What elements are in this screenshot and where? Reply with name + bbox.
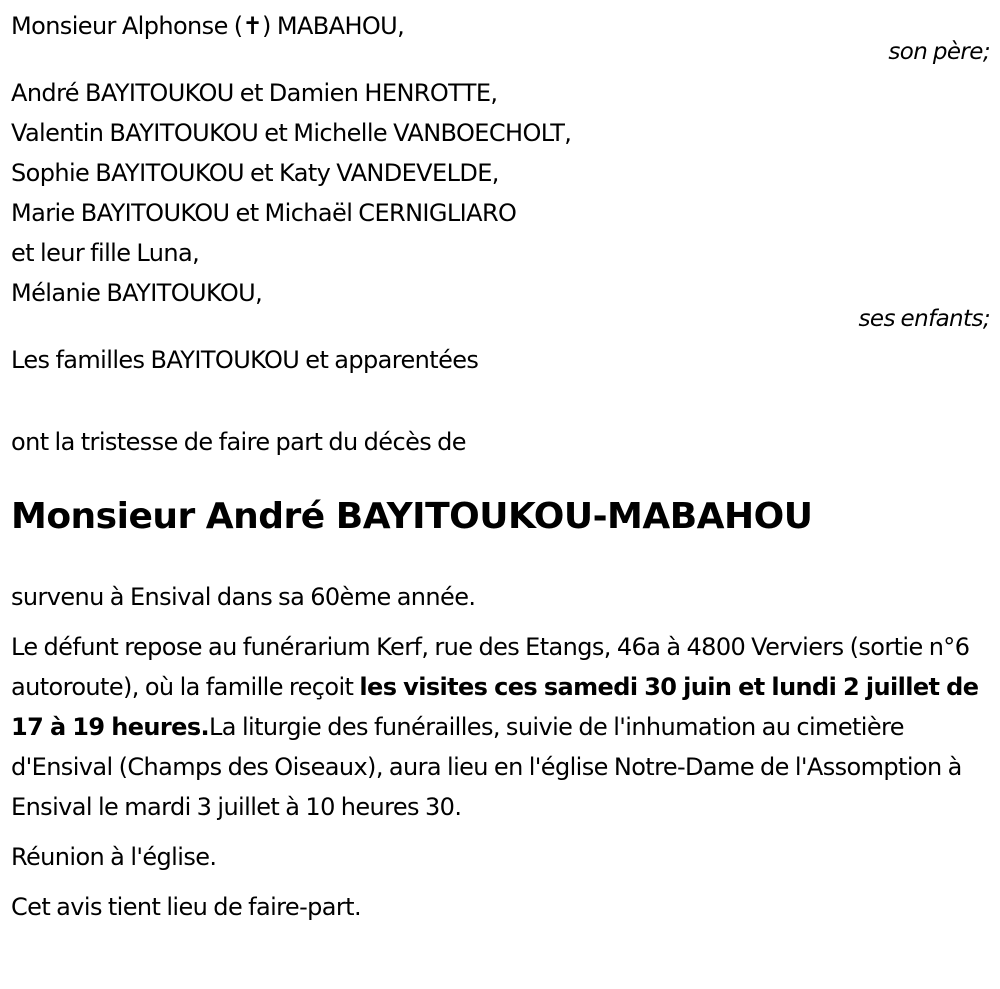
child-line: André BAYITOUKOU et Damien HENROTTE, <box>11 79 498 107</box>
father-line: Monsieur Alphonse (✝) MABAHOU, <box>11 12 405 40</box>
child-line: Valentin BAYITOUKOU et Michelle VANBOECHOLT, <box>11 119 572 147</box>
child-line: Mélanie BAYITOUKOU, <box>11 279 263 307</box>
meeting-note: Réunion à l'église. <box>11 843 217 871</box>
children-list <box>11 73 990 313</box>
child-line: et leur fille Luna, <box>11 239 200 267</box>
spacer <box>11 380 990 422</box>
liturgy-text: La liturgie des funérailles, suivie de l'inhumation au cimetière d'Ensival (Champs des Oiseaux), aura lieu en l'église Notre-Dame de l'Assomption à Ensival le mardi 3 juillet à 10 heures 30. <box>11 713 962 821</box>
father-role-label: son père; <box>888 39 990 65</box>
relatives-line: Les familles BAYITOUKOU et apparentées <box>11 346 479 374</box>
death-info: survenu à Ensival dans sa 60ème année. <box>11 583 476 611</box>
visiting-hours: les visites ces samedi 30 juin et lundi 2 juillet de 17 à 19 heures. <box>11 673 979 741</box>
deceased-name: Monsieur André BAYITOUKOU-MABAHOU <box>11 496 813 537</box>
closing-note: Cet avis tient lieu de faire-part. <box>11 893 361 921</box>
children-role-label: ses enfants; <box>858 306 990 332</box>
funeral-details <box>11 627 990 827</box>
announcement-intro: ont la tristesse de faire part du décès de <box>11 428 466 456</box>
child-line: Sophie BAYITOUKOU et Katy VANDEVELDE, <box>11 159 499 187</box>
child-line: Marie BAYITOUKOU et Michaël CERNIGLIARO <box>11 199 517 227</box>
obituary-notice <box>0 6 1000 927</box>
details-text: Le défunt repose au funérarium Kerf, rue des Etangs, 46a à 4800 Verviers (sortie n°6 autoroute), où la famille reçoit <box>11 633 970 701</box>
